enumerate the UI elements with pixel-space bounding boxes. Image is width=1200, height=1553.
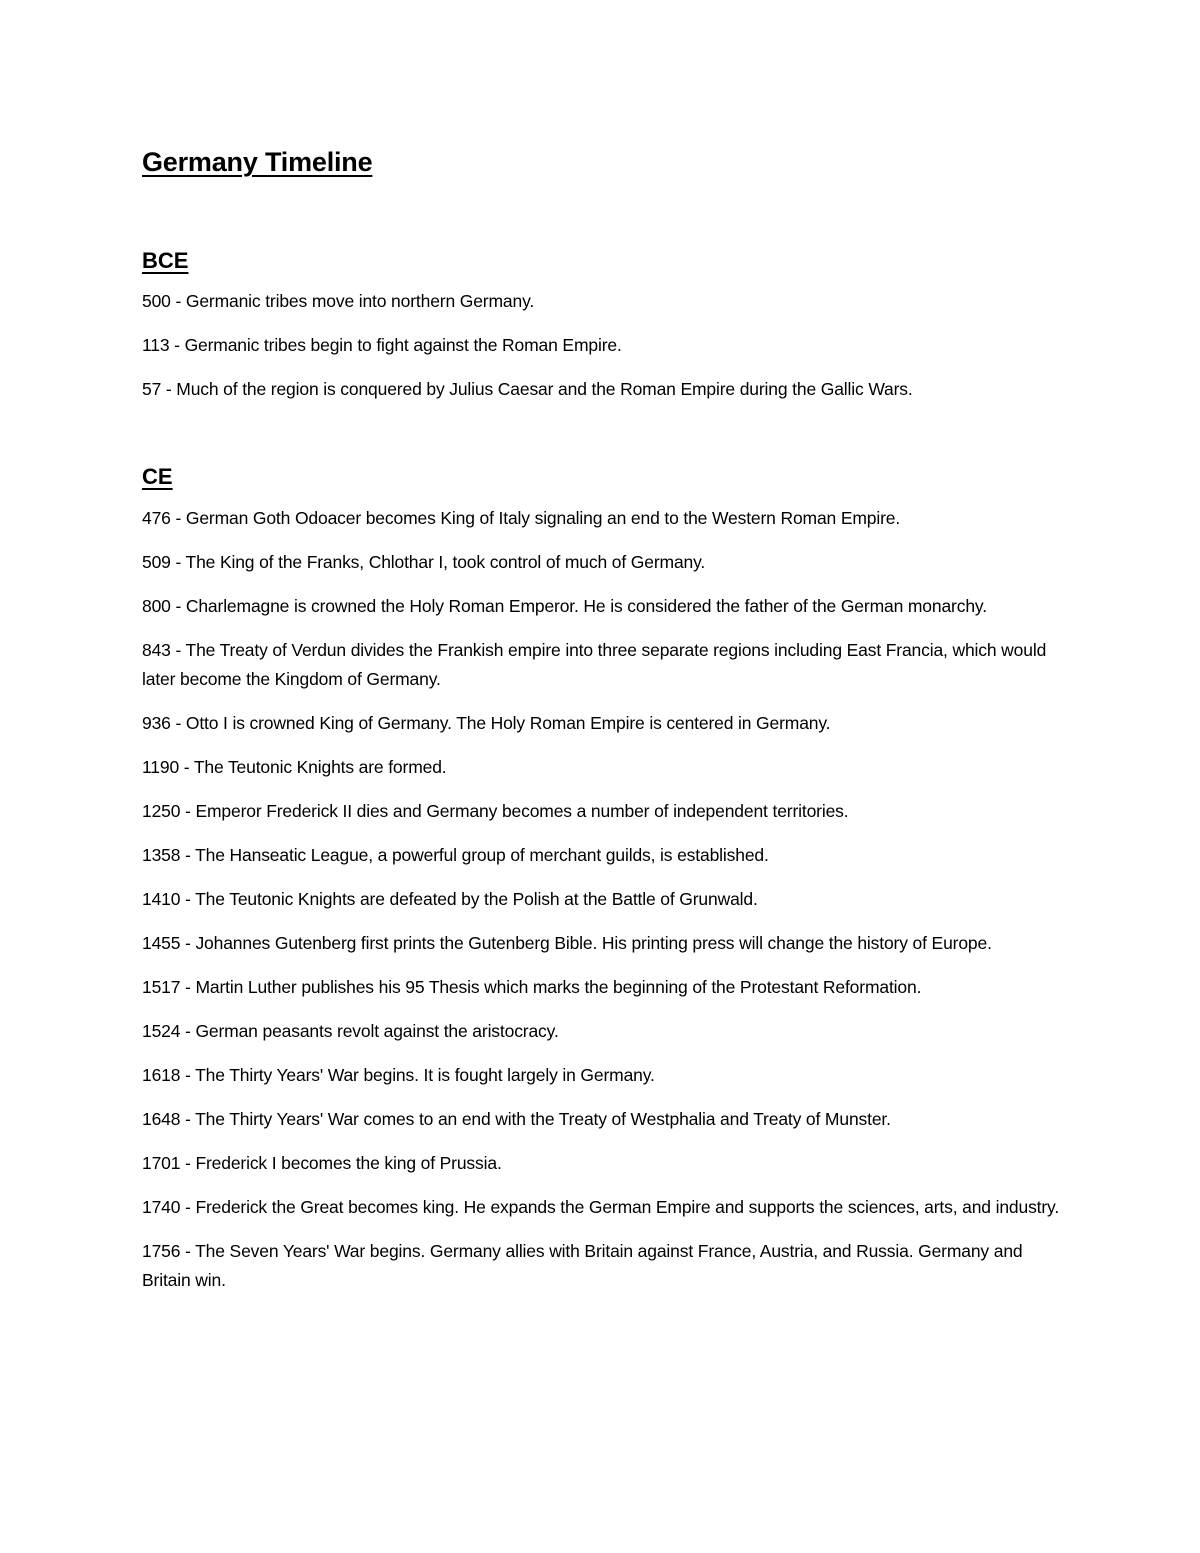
entry-separator: - [180, 1021, 196, 1041]
entry-year: 843 [142, 640, 171, 660]
timeline-entry [142, 331, 1072, 360]
timeline-entry [142, 375, 1072, 404]
entry-separator: - [180, 1065, 196, 1085]
entry-text: The Thirty Years' War comes to an end with the Treaty of Westphalia and Treaty of Munster. [195, 1109, 891, 1129]
entry-text: Otto I is crowned King of Germany. The Holy Roman Empire is centered in Germany. [185, 713, 831, 733]
entry-separator: - [180, 933, 196, 953]
entry-text: Martin Luther publishes his 95 Thesis which marks the beginning of the Protestant Reformation. [195, 977, 922, 997]
timeline-entry [142, 504, 1072, 533]
entry-text: Germanic tribes begin to fight against the Roman Empire. [184, 335, 622, 355]
entry-separator: - [170, 596, 186, 616]
timeline-entry [142, 592, 1072, 621]
entry-separator: - [161, 379, 177, 399]
entry-text: Much of the region is conquered by Julius Caesar and the Roman Empire during the Gallic Wars. [176, 379, 913, 399]
timeline-entry [142, 1237, 1072, 1295]
entry-text: The King of the Franks, Chlothar I, took control of much of Germany. [185, 552, 706, 572]
entry-year: 1740 [142, 1197, 181, 1217]
entry-text: The Hanseatic League, a powerful group of merchant guilds, is established. [195, 845, 769, 865]
entry-year: 800 [142, 596, 171, 616]
entry-year: 476 [142, 508, 171, 528]
entry-text: German peasants revolt against the aristocracy. [195, 1021, 559, 1041]
entry-separator: - [180, 1153, 196, 1173]
entry-year: 1524 [142, 1021, 181, 1041]
timeline-list-ce [142, 504, 1072, 1295]
entry-text: The Treaty of Verdun divides the Frankish empire into three separate regions including East Francia, which would later become the Kingdom of Germany. [142, 640, 1047, 689]
entry-year: 1455 [142, 933, 181, 953]
entry-text: Frederick I becomes the king of Prussia. [195, 1153, 502, 1173]
timeline-entry [142, 1105, 1072, 1134]
entry-separator: - [180, 801, 196, 821]
entry-separator: - [180, 1109, 196, 1129]
entry-text: The Seven Years' War begins. Germany allies with Britain against France, Austria, and Russia. Germany and Britain win. [142, 1241, 1023, 1290]
section-heading-bce: BCE [142, 248, 189, 273]
entry-year: 1618 [142, 1065, 181, 1085]
entry-text: The Thirty Years' War begins. It is fought largely in Germany. [195, 1065, 655, 1085]
entry-year: 1517 [142, 977, 181, 997]
entry-text: Frederick the Great becomes king. He expands the German Empire and supports the sciences, arts, and industry. [195, 1197, 1060, 1217]
entry-year: 1250 [142, 801, 181, 821]
timeline-entry [142, 885, 1072, 914]
entry-separator: - [170, 713, 186, 733]
timeline-entry [142, 973, 1072, 1002]
entry-separator: - [170, 508, 186, 528]
entry-year: 936 [142, 713, 171, 733]
entry-separator: - [180, 889, 196, 909]
entry-year: 57 [142, 379, 162, 399]
entry-year: 113 [142, 335, 170, 355]
entry-text: Germanic tribes move into northern Germany. [185, 291, 535, 311]
entry-year: 1648 [142, 1109, 181, 1129]
entry-text: Johannes Gutenberg first prints the Gutenberg Bible. His printing press will change the history of Europe. [195, 933, 992, 953]
section-heading-ce: CE [142, 464, 173, 489]
timeline-entry [142, 1017, 1072, 1046]
document-page [142, 142, 1072, 1310]
entry-separator: - [170, 552, 186, 572]
entry-separator: - [180, 977, 196, 997]
entry-separator: - [180, 845, 196, 865]
entry-text: German Goth Odoacer becomes King of Italy signaling an end to the Western Roman Empire. [185, 508, 901, 528]
timeline-entry [142, 753, 1072, 782]
entry-separator: - [169, 335, 185, 355]
timeline-list-bce [142, 287, 1072, 404]
entry-separator: - [180, 1241, 196, 1261]
entry-text: The Teutonic Knights are defeated by the Polish at the Battle of Grunwald. [195, 889, 758, 909]
entry-text: Charlemagne is crowned the Holy Roman Emperor. He is considered the father of the German monarchy. [185, 596, 987, 616]
entry-separator: - [170, 291, 186, 311]
timeline-entry [142, 1061, 1072, 1090]
timeline-entry [142, 1193, 1072, 1222]
entry-year: 1358 [142, 845, 181, 865]
timeline-entry [142, 841, 1072, 870]
entry-separator: - [179, 757, 194, 777]
timeline-entry [142, 929, 1072, 958]
timeline-entry [142, 636, 1072, 694]
entry-year: 509 [142, 552, 171, 572]
entry-text: Emperor Frederick II dies and Germany becomes a number of independent territories. [195, 801, 849, 821]
entry-year: 1410 [142, 889, 181, 909]
entry-year: 1190 [142, 757, 180, 777]
entry-separator: - [180, 1197, 196, 1217]
document-title: Germany Timeline [142, 147, 373, 177]
entry-year: 500 [142, 291, 171, 311]
timeline-entry [142, 1149, 1072, 1178]
timeline-entry [142, 548, 1072, 577]
timeline-entry [142, 287, 1072, 316]
timeline-entry [142, 709, 1072, 738]
entry-text: The Teutonic Knights are formed. [193, 757, 447, 777]
entry-separator: - [170, 640, 186, 660]
timeline-entry [142, 797, 1072, 826]
entry-year: 1756 [142, 1241, 181, 1261]
entry-year: 1701 [142, 1153, 181, 1173]
